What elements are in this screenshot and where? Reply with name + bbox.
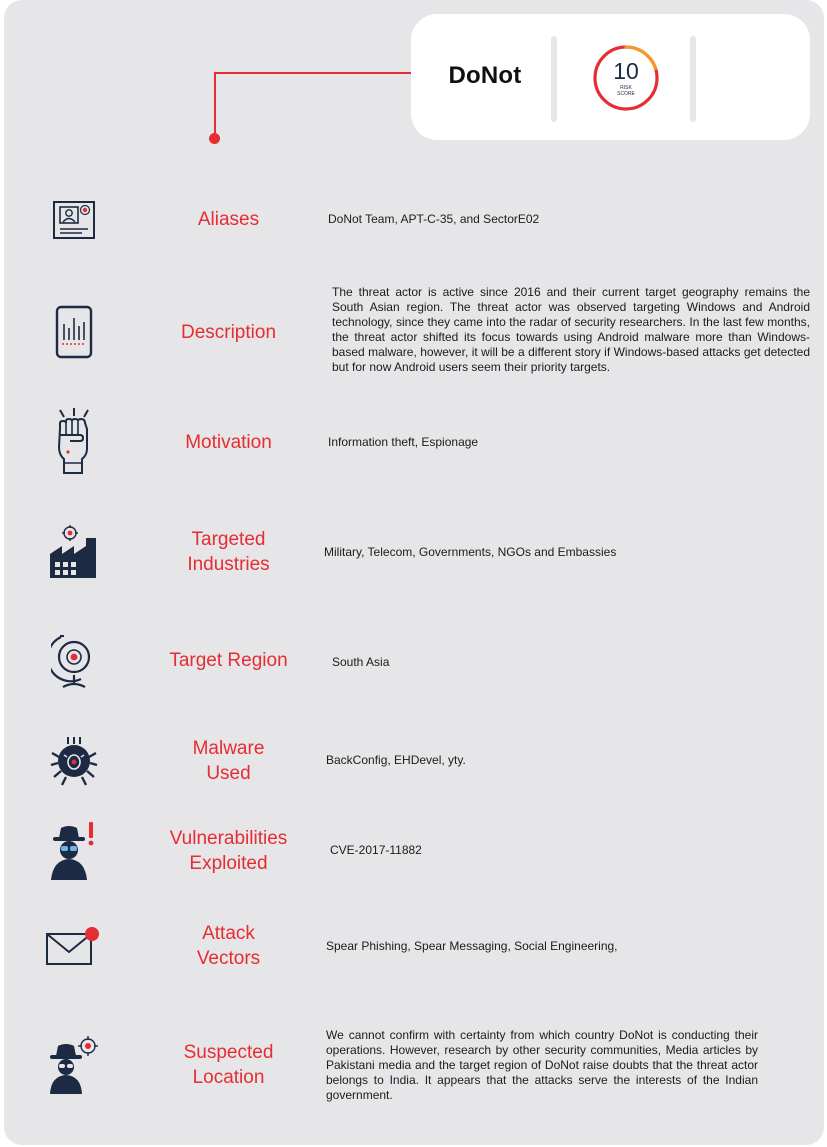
row-attack-vectors [4,898,824,994]
row-suspected-location-icon-cell [4,1003,143,1126]
threat-actor-name: DoNot [448,62,522,89]
row-target-region-value: South Asia [312,611,824,710]
row-aliases [4,166,824,273]
row-target-region-label: Target Region [151,611,306,710]
id-card-icon [52,198,96,242]
row-description-icon-cell [4,281,143,383]
row-target-region-icon-cell [4,611,143,710]
row-targeted-industries-icon-cell [4,501,143,603]
spy-target-icon [48,1034,100,1096]
row-target-region [4,611,824,710]
row-description-value: The threat actor is active since 2016 and their current target geography remains the South Asian region. The threat actor was observed targeting Windows and Android technology, since they came into the radar of security researchers. In the last few months, the threat actor shifted its focus towards using Android malware more than Windows-based malware, however, it will be a different story if Windows-based attacks get detected but for now Android users seem their priority targets. [312,281,824,383]
row-attack-vectors-icon-cell [4,898,143,994]
row-motivation [4,391,824,493]
factory-target-icon [48,524,100,580]
row-vulnerabilities-exploited-icon-cell [4,812,143,889]
row-vulnerabilities-exploited-value: CVE-2017-11882 [312,812,824,889]
spy-alert-icon [49,820,99,882]
risk-score-label-line1: RISK [620,85,632,91]
row-targeted-industries-value: Military, Telecom, Governments, NGOs and Embassies [312,501,824,603]
row-attack-vectors-label: Attack Vectors [151,898,306,994]
row-description [4,281,824,383]
row-vulnerabilities-exploited [4,812,824,889]
row-malware-used [4,718,824,803]
bug-chip-icon [50,735,98,787]
row-suspected-location [4,1003,824,1126]
row-motivation-value: Information theft, Espionage [312,391,824,493]
row-attack-vectors-value: Spear Phishing, Spear Messaging, Social Engineering, [312,898,824,994]
row-aliases-icon-cell [4,166,143,273]
envelope-notification-icon [44,924,104,968]
row-aliases-label: Aliases [151,166,306,273]
row-targeted-industries-label: Targeted Industries [151,501,306,603]
risk-score-value: 10 [613,58,639,84]
row-vulnerabilities-exploited-label: Vulnerabilities Exploited [151,812,306,889]
row-malware-used-icon-cell [4,718,143,803]
risk-score-gauge [591,43,661,113]
raised-fist-icon [52,407,96,477]
row-motivation-label: Motivation [151,391,306,493]
globe-target-icon [51,631,97,691]
row-motivation-icon-cell [4,391,143,493]
row-targeted-industries [4,501,824,603]
connector-line-vertical [214,72,216,138]
row-suspected-location-value: We cannot confirm with certainty from which country DoNot is conducting their operations. However, research by other security communities, Media articles by Pakistani media and the target region of DoNot raise doubts that the threat actor belongs to India. It appears that the attacks serve the interests of the Indian government. [312,1003,824,1126]
row-aliases-value: DoNot Team, APT-C-35, and SectorE02 [312,166,824,273]
connector-line-horizontal [214,72,411,74]
header-divider-right [690,36,696,122]
row-malware-used-label: Malware Used [151,718,306,803]
row-suspected-location-label: Suspected Location [151,1003,306,1126]
tablet-chart-icon [54,304,94,360]
row-malware-used-value: BackConfig, EHDevel, yty. [312,718,824,803]
row-description-label: Description [151,281,306,383]
risk-score-label-line2: SCORE [617,91,635,97]
connector-dot [209,133,220,144]
